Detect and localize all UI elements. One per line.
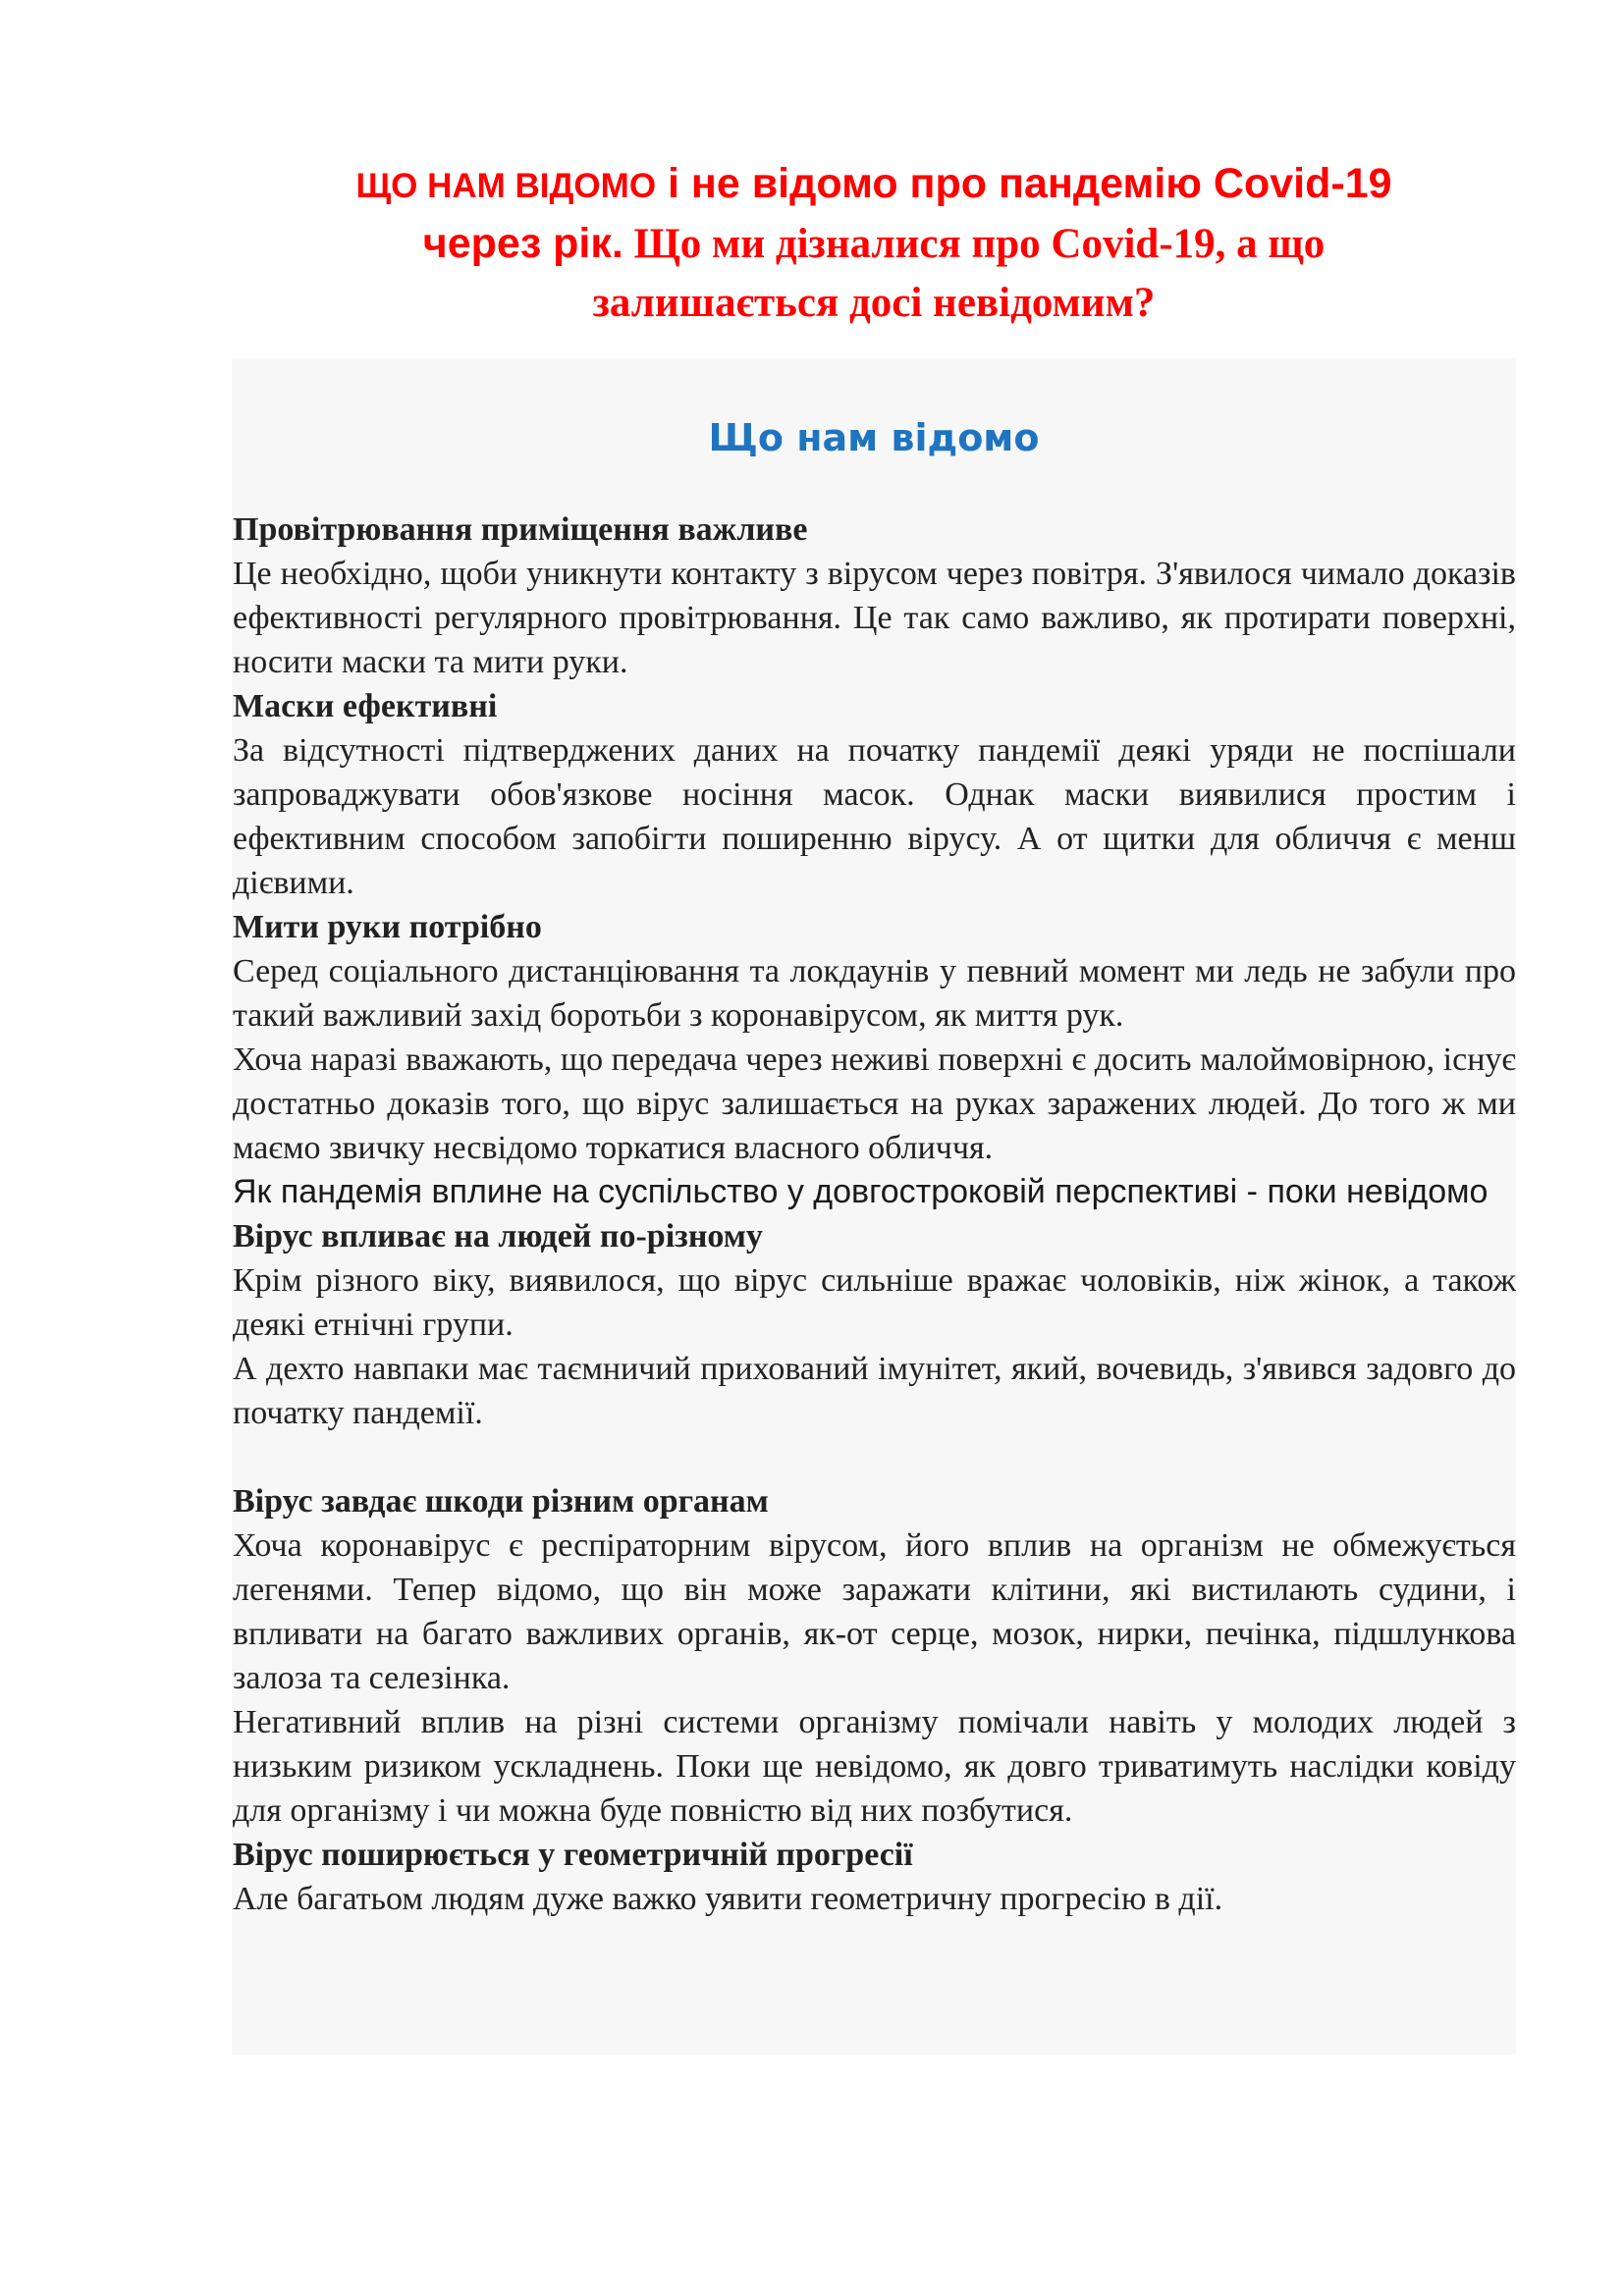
title-line-2-serif: Що ми дізналися про Covid-19, а що xyxy=(623,221,1326,267)
subheading-exponential-spread: Вірус поширюється у геометричній прогресії xyxy=(233,1837,913,1873)
document-body xyxy=(233,507,1516,1921)
title-line-3: залишається досі невідомим? xyxy=(592,280,1156,326)
paragraph-handwashing-1: Серед соціального дистанціювання та локдаунів у певний момент ми ледь не забули про такий важливий захід боротьби з коронавірусом, як миття рук. xyxy=(233,953,1516,1034)
paragraph-spacer xyxy=(233,1435,1516,1479)
document-title xyxy=(231,155,1517,334)
paragraph-handwashing-2: Хоча наразі вважають, що передача через неживі поверхні є досить малоймовірною, існує достатньо доказів того, що вірус залишається на руках заражених людей. До того ж ми маємо звичку несвідомо торкатися власного обличчя. xyxy=(233,1041,1516,1166)
paragraph-society-unknown: Як пандемія вплине на суспільство у довгостроковій перспективі - поки невідомо xyxy=(233,1173,1489,1210)
paragraph-organ-damage-1: Хоча коронавірус є респіраторним вірусом, його вплив на організм не обмежується легенями. Тепер відомо, що він може заражати клітини, які вистилають судини, і впливати на багато важливих органів, як-от серце, мозок, нирки, печінка, підшлункова залоза та селезінка. xyxy=(233,1527,1516,1696)
title-caps: ЩО НАМ ВІДОМО xyxy=(355,167,657,205)
paragraph-exponential-spread: Але багатьом людям дуже важко уявити геометричну прогресію в дії. xyxy=(233,1881,1223,1917)
section-heading: Що нам відомо xyxy=(708,416,1040,459)
subheading-ventilation: Провітрювання приміщення важливе xyxy=(233,511,808,548)
paragraph-masks: За відсутності підтверджених даних на початку пандемії деякі уряди не поспішали запроваджувати обов'язкове носіння масок. Однак маски виявилися простим і ефективним способом запобігти поширенню вірусу. А от щитки для обличчя є менш дієвими. xyxy=(233,732,1516,901)
paragraph-affects-differently-1: Крім різного віку, виявилося, що вірус сильніше вражає чоловіків, ніж жінок, а також деякі етнічні групи. xyxy=(233,1262,1516,1343)
subheading-organ-damage: Вірус завдає шкоди різним органам xyxy=(233,1483,769,1520)
title-line-1 xyxy=(231,155,1517,215)
title-line-2-sans: через рік. xyxy=(422,220,623,267)
subheading-affects-differently: Вірус впливає на людей по-різному xyxy=(233,1218,763,1255)
subheading-masks: Маски ефективні xyxy=(233,688,498,724)
subheading-handwashing: Мити руки потрібно xyxy=(233,909,542,945)
title-rest: і не відомо про пандемію Covid-19 xyxy=(656,160,1392,207)
paragraph-affects-differently-2: А дехто навпаки має таємничий прихований імунітет, який, вочевидь, з'явився задовго до початку пандемії. xyxy=(233,1351,1516,1431)
title-line-2 xyxy=(231,215,1517,273)
paragraph-organ-damage-2: Негативний вплив на різні системи організму помічали навіть у молодих людей з низьким ризиком ускладнень. Поки ще невідомо, як довго триватимуть наслідки ковіду для організму і чи можна буде повністю від них позбутися. xyxy=(233,1704,1516,1829)
paragraph-ventilation: Це необхідно, щоби уникнути контакту з вірусом через повітря. З'явилося чимало доказів ефективності регулярного провітрювання. Це так само важливо, як протирати поверхні, носити маски та мити руки. xyxy=(233,556,1516,680)
